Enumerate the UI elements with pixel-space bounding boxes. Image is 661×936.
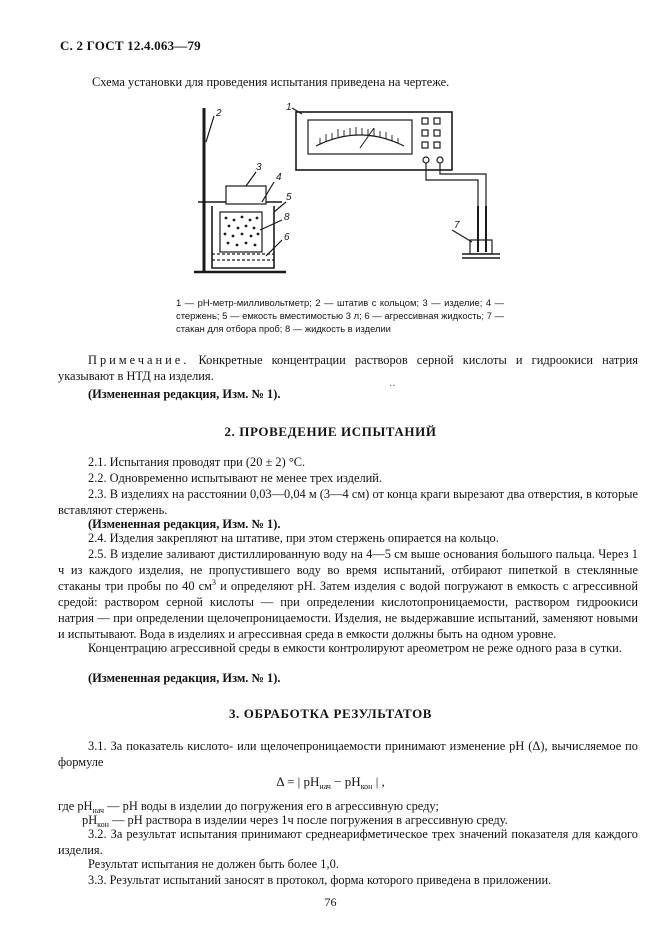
setup-diagram bbox=[190, 102, 516, 280]
paragraph-concentration: Концентрацию агрессивной среды в емкости контролируют ареометром не реже одного раза в сутки. bbox=[88, 641, 622, 655]
edit-note-2: (Измененная редакция, Изм. № 1). bbox=[88, 517, 281, 531]
label-2: 2 bbox=[216, 108, 222, 119]
page-number: 76 bbox=[324, 895, 337, 909]
note-label: Примечание. bbox=[88, 353, 190, 367]
where-1-sub: нач bbox=[92, 806, 105, 815]
intro-paragraph: Схема установки для проведения испытания приведена на чертеже. bbox=[92, 75, 450, 89]
paragraph-2-4: 2.4. Изделия закрепляют на штативе, при этом стержень опирается на кольцо. bbox=[88, 531, 499, 545]
paragraph-3-2: 3.2. За результат испытания принимают среднеарифметическое трех значений показателя для каждого изделия. bbox=[58, 827, 638, 857]
label-1: 1 bbox=[286, 102, 292, 113]
figure-caption: 1 — pH-метр-милливольтметр; 2 — штатив с кольцом; 3 — изделие; 4 — стержень; 5 — емкость вместимостью 3 л; 6 — агрессивная жидкость; 7 — стакан для отбора проб; 8 — жидкость в изделии bbox=[176, 297, 504, 334]
liquid-bubbles bbox=[224, 216, 260, 247]
paragraph-2-1: 2.1. Испытания проводят при (20 ± 2) °С. bbox=[88, 455, 306, 469]
label-5: 5 bbox=[286, 192, 292, 203]
paragraph-3-3: 3.3. Результат испытаний заносят в протокол, форма которого приведена в приложении. bbox=[88, 873, 552, 887]
label-4: 4 bbox=[276, 172, 282, 183]
note-paragraph bbox=[58, 352, 638, 384]
where-1-text: — рН воды в изделии до погружения его в агрессивную среду; bbox=[104, 799, 439, 813]
edit-note-1: (Измененная редакция, Изм. № 1). bbox=[88, 387, 281, 401]
formula-rhs: | , bbox=[372, 774, 385, 789]
paragraph-2-5 bbox=[58, 546, 638, 642]
edit-note-3: (Измененная редакция, Изм. № 1). bbox=[88, 671, 281, 685]
paragraph-2-5-part-b: и определяют рН. Затем изделия с водой погружают в емкость с агрессивной средой: раствором серной кислоты — при определении кислотопроницаемости, раствором гидроокиси натрия — при определении щелочепроницаемости. Изделия, не выдержавшие испытаний, заменяют новыми и испытывают. Вода в изделиях и агрессивная среда в емкости должны быть на одном уровне. bbox=[58, 579, 638, 641]
section-2-title: 2. ПРОВЕДЕНИЕ ИСПЫТАНИЙ bbox=[224, 424, 437, 439]
stray-mark: ‥ bbox=[389, 378, 396, 389]
where-2-prefix: рН bbox=[82, 813, 98, 827]
where-2-text: — рН раствора в изделии через 1ч после погружения в агрессивную среду. bbox=[108, 813, 508, 827]
note-text: Конкретные концентрации растворов серной кислоты и гидроокиси натрия указывают в НТД на изделия. bbox=[58, 353, 638, 383]
label-8: 8 bbox=[284, 212, 290, 223]
formula-sub-end: кон bbox=[360, 782, 373, 791]
label-7: 7 bbox=[454, 220, 460, 231]
paragraph-2-3: 2.3. В изделиях на расстоянии 0,03—0,04 м (3—4 см) от конца краги вырезают два отверстия, в которые вставляют стержень. bbox=[58, 487, 638, 517]
paragraph-result-limit: Результат испытания не должен быть более 1,0. bbox=[88, 857, 339, 871]
formula-mid: − pH bbox=[330, 774, 361, 789]
page-header: С. 2 ГОСТ 12.4.063—79 bbox=[60, 38, 201, 53]
label-6: 6 bbox=[284, 232, 290, 243]
paragraph-3-1: 3.1. За показатель кислото- или щелочепроницаемости принимают изменение рН (Δ), вычисляемое по формуле bbox=[58, 739, 638, 769]
section-3-title: 3. ОБРАБОТКА РЕЗУЛЬТАТОВ bbox=[228, 706, 433, 721]
paragraph-2-5-part-a: 2.5. В изделие заливают дистиллированную воду на 4—5 см выше основания большого пальца. Через 1 ч из каждого изделия, не пропустившего воду во время испытаний, отбирают пипеткой в стеклянные стаканы три пробы по 40 см bbox=[58, 547, 638, 593]
where-2-sub: кон bbox=[97, 820, 109, 829]
where-1-prefix: где рН bbox=[58, 799, 93, 813]
cube-exponent: 3 bbox=[212, 578, 217, 587]
paragraph-2-2: 2.2. Одновременно испытывают не менее трех изделий. bbox=[88, 471, 382, 485]
formula-lhs: Δ = | pH bbox=[276, 774, 320, 789]
formula bbox=[0, 774, 661, 790]
formula-sub-start: нач bbox=[319, 782, 331, 791]
label-3: 3 bbox=[256, 162, 262, 173]
